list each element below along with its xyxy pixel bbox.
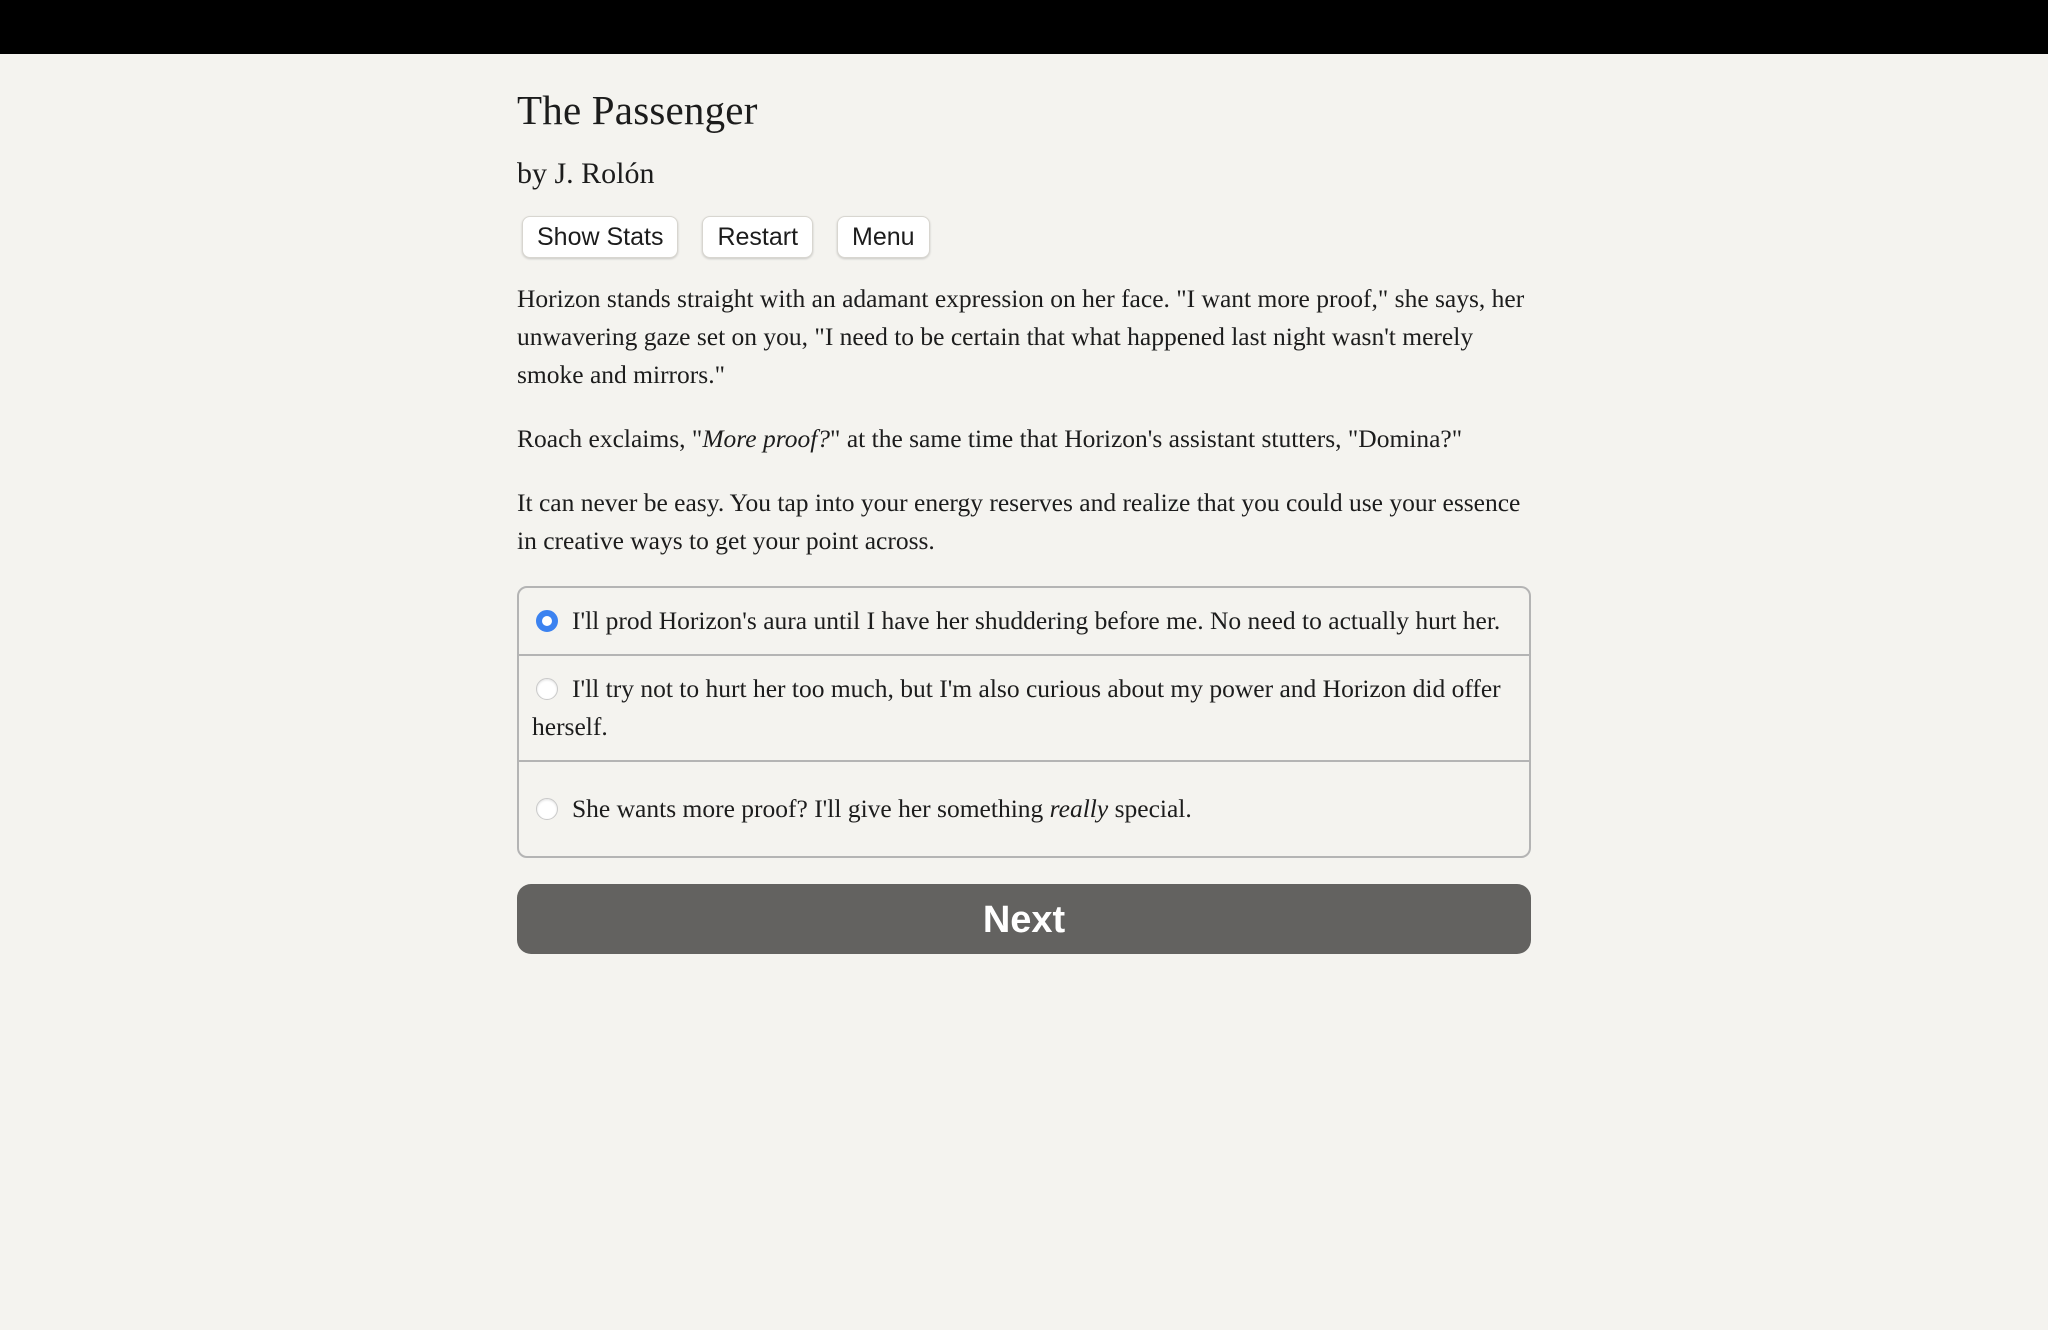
choice-label-segment: She wants more proof? I'll give her something	[572, 794, 1050, 823]
game-page	[517, 54, 1531, 954]
story-text	[517, 280, 1531, 560]
radio-selected-icon[interactable]	[536, 610, 558, 632]
radio-unselected-icon[interactable]	[536, 798, 558, 820]
radio-unselected-icon[interactable]	[536, 678, 558, 700]
story-text-segment: Roach exclaims, "	[517, 424, 703, 453]
choice-label-emphasis: really	[1049, 794, 1109, 823]
story-text-segment: " at the same time that Horizon's assistant stutters, "Domina?"	[830, 424, 1463, 453]
game-title: The Passenger	[517, 87, 758, 133]
choice-label-segment: special.	[1108, 794, 1192, 823]
story-text-emphasis: More proof?	[702, 424, 831, 453]
show-stats-button[interactable]: Show Stats	[522, 216, 678, 258]
story-paragraph: It can never be easy. You tap into your energy reserves and realize that you could use your essence in creative ways to get your point across.	[517, 488, 1521, 555]
top-bar	[0, 0, 2048, 54]
game-author: by J. Rolón	[517, 157, 655, 190]
story-paragraph	[517, 420, 1531, 458]
choice-option-1[interactable]	[519, 588, 1529, 654]
restart-button[interactable]: Restart	[702, 216, 813, 258]
next-button[interactable]: Next	[517, 884, 1531, 954]
choice-list	[517, 586, 1531, 858]
choice-label: I'll prod Horizon's aura until I have her shuddering before me. No need to actually hurt her.	[572, 606, 1501, 635]
choice-option-2[interactable]	[519, 654, 1529, 760]
story-paragraph: Horizon stands straight with an adamant expression on her face. "I want more proof," she says, her unwavering gaze set on you, "I need to be certain that what happened last night wasn't merely smoke and mirrors."	[517, 284, 1525, 389]
toolbar	[517, 216, 1531, 258]
choice-option-3[interactable]	[519, 760, 1529, 856]
choice-label: I'll try not to hurt her too much, but I'm also curious about my power and Horizon did offer herself.	[532, 674, 1501, 741]
menu-button[interactable]: Menu	[837, 216, 930, 258]
